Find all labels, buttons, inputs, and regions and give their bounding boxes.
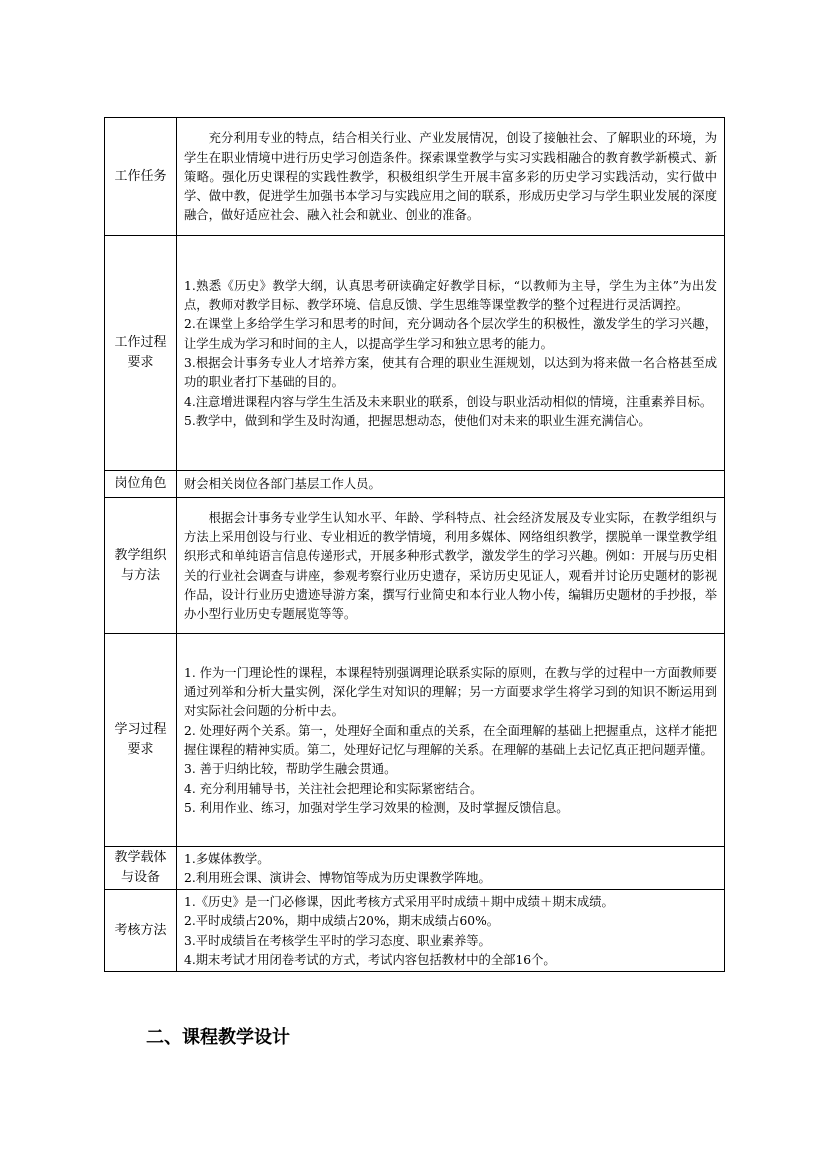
row-work-task: [105, 118, 725, 236]
row-label-line: 与方法: [120, 567, 160, 583]
content-paragraph: 1.《历史》是一门必修课，因此考核方式采用平时成绩＋期中成绩＋期末成绩。: [184, 894, 614, 909]
content-paragraph: 3.根据会计事务专业人才培养方案，使其有合理的职业生涯规划，以达到为将来做一名合格甚至成功的职业者打下基础的目的。: [184, 356, 717, 390]
content-paragraph: 4.注意增进课程内容与学生生活及未来职业的联系，创设与职业活动相似的情境，注重素养目标。: [184, 394, 713, 409]
row-label-line: 学习过程: [114, 722, 167, 737]
row-label: [105, 890, 177, 972]
content-paragraph: 1.熟悉《历史》教学大纲，认真思考研读确定好教学目标，“以教师为主导，学生为主体”为出发点，教师对教学目标、教学环境、信息反馈、学生思维等课堂教学的整个过程进行灵活调控。: [184, 278, 717, 313]
content-paragraph: 充分利用专业的特点，结合相关行业、产业发展情况，创设了接触社会、了解职业的环境，为学生在职业情境中进行历史学习创造条件。探索课堂教学与实习实践相融合的教育教学新模式、新策略。强化历史课程的实践性教学，积极组织学生开展丰富多彩的历史学习实践活动，实行做中学、做中教，促进学生加强书本学习与实践应用之间的联系，形成历史学习与学生职业发展的深度融合，做好适应社会、融入社会和就业、创业的准备。: [184, 131, 717, 223]
content-paragraph: 5.教学中，做到和学生及时沟通，把握思想动态，使他们对未来的职业生涯充满信心。: [184, 413, 651, 428]
row-label: [105, 847, 177, 890]
row-learning-process-requirements: [105, 634, 725, 847]
row-teaching-carrier-equipment: [105, 847, 725, 890]
content-paragraph: 4.期末考试才用闭卷考试的方式，考试内容包括教材中的全部16个。: [184, 952, 556, 967]
row-label: [105, 498, 177, 634]
row-content: [177, 471, 725, 498]
content-paragraph: 2.在课堂上多给学生学习和思考的时间，充分调动各个层次学生的积极性，激发学生的学习兴趣，让学生成为学习和时间的主人，以提高学生学习和独立思考的能力。: [184, 317, 717, 351]
row-label: [105, 236, 177, 471]
row-label-line: 教学组织: [114, 547, 167, 563]
content-paragraph: 1.多媒体教学。: [184, 851, 270, 866]
content-paragraph: 5. 利用作业、练习，加强对学生学习效果的检测，及时掌握反馈信息。: [184, 800, 569, 815]
course-info-table: [104, 117, 725, 972]
row-work-process-requirements: [105, 236, 725, 471]
row-content: [177, 847, 725, 890]
content-paragraph: 2.利用班会课、演讲会、博物馆等成为历史课教学阵地。: [184, 871, 491, 885]
content-paragraph: 2.平时成绩占20%，期中成绩占20%，期末成绩占60%。: [184, 914, 500, 929]
section-heading: 二、课程教学设计: [146, 1027, 290, 1048]
row-content: [177, 236, 725, 471]
row-label-line: 教学载体: [114, 850, 167, 865]
content-paragraph: 1. 作为一门理论性的课程，本课程特别强调理论联系实际的原则，在教与学的过程中一方面教师要通过列举和分析大量实例，深化学生对知识的理解；另一方面要求学生将学习到的知识不断运用到对实际社会问题的分析中去。: [184, 665, 717, 719]
row-label: [105, 634, 177, 847]
content-paragraph: 4. 充分利用辅导书，关注社会把理论和实际紧密结合。: [184, 781, 483, 796]
content-paragraph: 3. 善于归纳比较，帮助学生融会贯通。: [184, 762, 397, 777]
row-teaching-organization: [105, 498, 725, 634]
row-label-line: 岗位角色: [114, 476, 167, 491]
content-paragraph: 2. 处理好两个关系。第一，处理好全面和重点的关系，在全面理解的基础上把握重点，这样才能把握住课程的精神实质。第二，处理好记忆与理解的关系。在理解的基础上去记忆真正把问题弄懂。: [184, 723, 717, 757]
row-label: [105, 471, 177, 498]
content-paragraph: 财会相关岗位各部门基层工作人员。: [184, 477, 381, 492]
row-position-role: [105, 471, 725, 498]
row-label-line: 要求: [127, 355, 154, 370]
content-paragraph: 根据会计事务专业学生认知水平、年龄、学科特点、社会经济发展及专业实际，在教学组织与方法上采用创设与行业、专业相近的教学情境，利用多媒体、网络组织教学，摆脱单一课堂教学组织形式和单纯语言信息传递形式，开展多种形式教学，激发学生的学习兴趣。例如：开展与历史相关的行业社会调查与讲座，参观考察行业历史遗存，采访历史见证人，观看并讨论历史题材的影视作品，设计行业历史遗迹导游方案，撰写行业简史和本行业人物小传，编辑历史题材的手抄报，举办小型行业历史专题展览等等。: [184, 510, 717, 622]
row-label-line: 与设备: [120, 870, 160, 885]
row-label-line: 工作任务: [114, 168, 167, 184]
row-content: [177, 890, 725, 972]
row-content: [177, 498, 725, 634]
row-content: [177, 634, 725, 847]
row-label-line: 考核方法: [114, 922, 167, 938]
row-label-line: 工作过程: [114, 335, 167, 350]
row-assessment-method: [105, 890, 725, 972]
row-label-line: 要求: [127, 742, 154, 757]
row-label: [105, 118, 177, 236]
row-content: [177, 118, 725, 236]
content-paragraph: 3.平时成绩旨在考核学生平时的学习态度、职业素养等。: [184, 933, 491, 948]
